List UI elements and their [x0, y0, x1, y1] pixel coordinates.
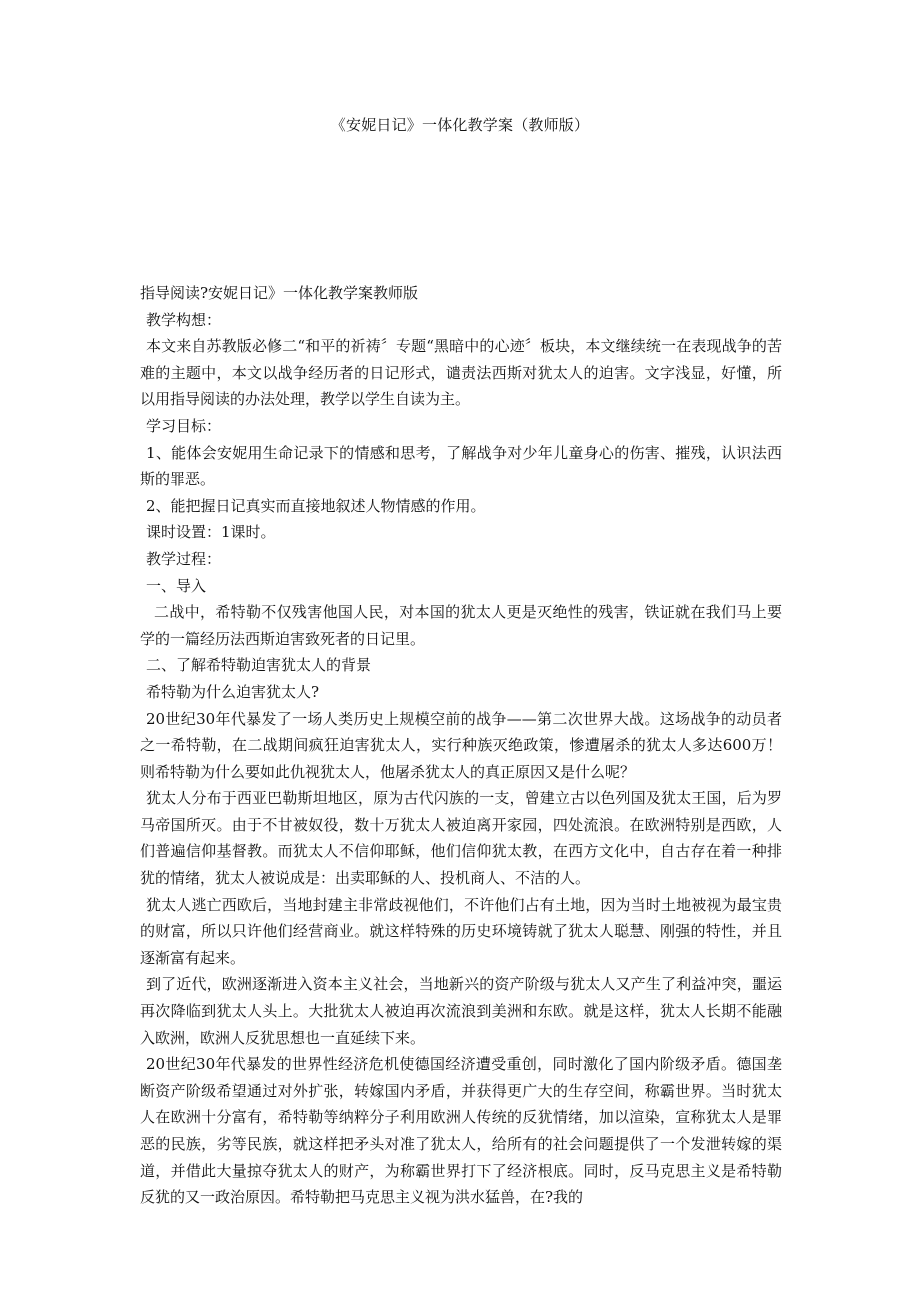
question-line: 希特勒为什么迫害犹太人?: [146, 682, 320, 701]
document-body: [140, 280, 782, 1211]
class-hours: 课时设置：1课时。: [146, 523, 276, 542]
section-background-heading: 二、了解希特勒迫害犹太人的背景: [146, 656, 372, 675]
subtitle-line: 指导阅读?安妮日记》一体化教学案教师版: [140, 284, 419, 302]
paragraph-ww2: 20世纪30年代暴发了一场人类历史上规模空前的战争——第二次世界大战。这场战争的动员者之一希特勒，在二战期间疯狂迫害犹太人，实行种族灭绝政策，惨遭屠杀的犹太人多达600万！则希特勒为什么要如此仇视犹太人，他屠杀犹太人的真正原因又是什么呢？: [140, 709, 782, 781]
document-title: 《安妮日记》一体化教学案（教师版）: [330, 116, 590, 134]
paragraph-intro: 二战中，希特勒不仅残害他国人民，对本国的犹太人更是灭绝性的残害，铁证就在我们马上要学的一篇经历法西斯迫害致死者的日记里。: [140, 603, 782, 648]
heading-teaching-concept: 教学构想：: [146, 310, 222, 329]
goal-item-1: 1、能体会安妮用生命记录下的情感和思考，了解战争对少年儿童身心的伤害、摧残，认识法西斯的罪恶。: [140, 443, 782, 489]
paragraph-economic-crisis: 20世纪30年代暴发的世界性经济危机使德国经济遭受重创，同时激化了国内阶级矛盾。德国垄断资产阶级希望通过对外扩张，转嫁国内矛盾，并获得更广大的生存空间，称霸世界。当时犹太人在欧洲十分富有，希特勒等纳粹分子利用欧洲人传统的反犹情绪，加以渲染，宣称犹太人是罪恶的民族，劣等民族，就这样把矛头对准了犹太人，给所有的社会问题提供了一个发泄转嫁的渠道，并借此大量掠夺犹太人的财产，为称霸世界打下了经济根底。同时，反马克思主义是希特勒反犹的又一政治原因。希特勒把马克思主义视为洪水猛兽，在?我的: [140, 1055, 782, 1207]
heading-teaching-process: 教学过程：: [146, 549, 222, 568]
section-intro-heading: 一、导入: [146, 576, 207, 595]
paragraph-modern-era: 到了近代，欧洲逐渐进入资本主义社会，当地新兴的资产阶级与犹太人又产生了利益冲突，噩运再次降临到犹太人头上。大批犹太人被迫再次流浪到美洲和东欧。就是这样，犹太人长期不能融入欧洲，欧洲人反犹思想也一直延续下来。: [140, 975, 782, 1047]
paragraph-western-europe: 犹太人逃亡西欧后，当地封建主非常歧视他们，不许他们占有土地，因为当时土地被视为最宝贵的财富，所以只许他们经营商业。就这样特殊的历史环境铸就了犹太人聪慧、刚强的特性，并且逐渐富有起来。: [140, 895, 782, 967]
heading-learning-goals: 学习目标：: [146, 416, 222, 435]
paragraph-jewish-origin: 犹太人分布于西亚巴勒斯坦地区，原为古代闪族的一支，曾建立古以色列国及犹太王国，后为罗马帝国所灭。由于不甘被奴役，数十万犹太人被迫离开家园，四处流浪。在欧洲特别是西欧，人们普遍信仰基督教。而犹太人不信仰耶稣，他们信仰犹太教，在西方文化中，自古存在着一种排犹的情绪，犹太人被说成是：出卖耶稣的人、投机商人、不洁的人。: [140, 789, 782, 888]
paragraph-concept: 本文来自苏教版必修二“和平的祈祷〞专题“黑暗中的心迹〞板块，本文继续统一在表现战争的苦难的主题中，本文以战争经历者的日记形式，谴责法西斯对犹太人的迫害。文字浅显，好懂，所以用指导阅读的办法处理，教学以学生自读为主。: [140, 337, 782, 409]
goal-item-2: 2、能把握日记真实而直接地叙述人物情感的作用。: [146, 496, 486, 515]
